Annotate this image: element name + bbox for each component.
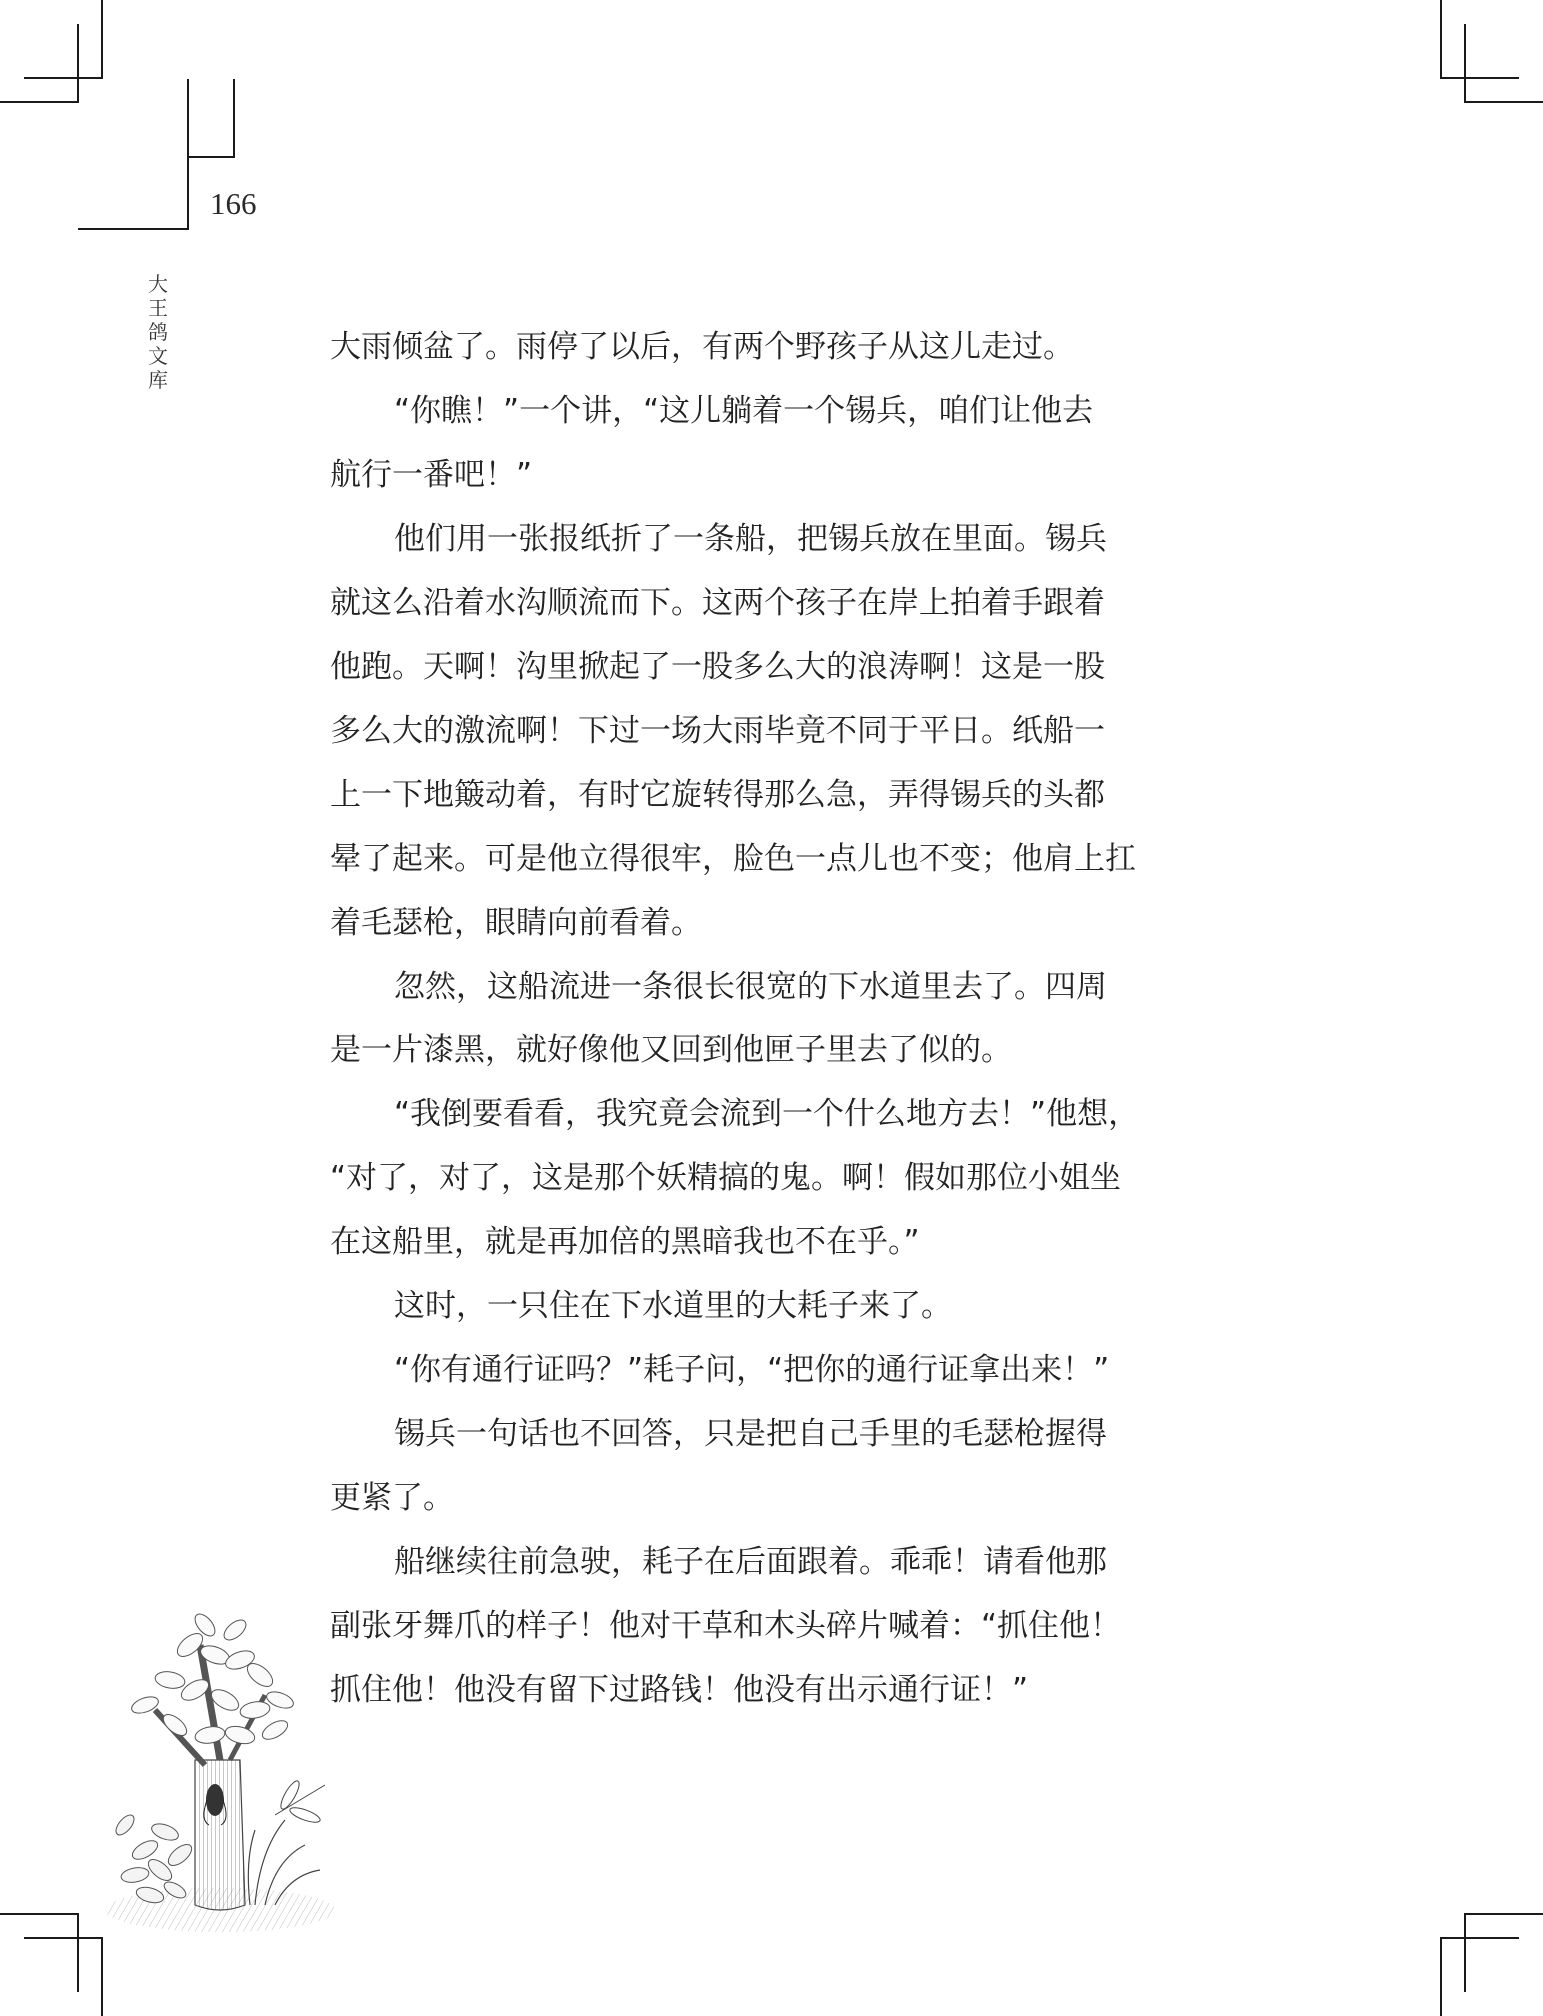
text-line: 副张牙舞爪的样子！他对干草和木头碎片喊着：“抓住他！ [330,1608,1122,1644]
text-line: 上一下地簸动着，有时它旋转得那么急，弄得锡兵的头都 [330,776,1105,813]
tree-illustration-icon [95,1600,345,1940]
crop-mark [1464,101,1543,103]
text-line: 这时，一只住在下水道里的大耗子来了。 [394,1288,952,1325]
text-line: 是一片漆黑，就好像他又回到他匣子里去了似的。 [330,1032,1012,1069]
series-title-char: 库 [148,368,168,392]
text-line: “你有通行证吗？”耗子问，“把你的通行证拿出来！” [394,1352,1110,1389]
text-line: 大雨倾盆了。雨停了以后，有两个野孩子从这儿走过。 [330,329,1074,365]
crop-mark [1464,1913,1543,1915]
text-line: 多么大的激流啊！下过一场大雨毕竟不同于平日。纸船一 [330,712,1105,749]
text-line: 晕了起来。可是他立得很牢，脸色一点儿也不变；他肩上扛 [330,840,1136,877]
text-line: 在这船里，就是再加倍的黑暗我也不在乎。” [330,1224,920,1261]
crop-mark [24,77,103,79]
header-rule [233,79,235,158]
header-rule [187,79,189,230]
series-title-char: 大 [148,272,168,296]
crop-mark [1440,0,1442,79]
tree-illustration [95,1600,345,1940]
header-rule [78,228,189,230]
crop-mark [1440,1937,1442,2016]
text-line: 他们用一张报纸折了一条船，把锡兵放在里面。锡兵 [394,520,1107,557]
text-line: 着毛瑟枪，眼睛向前看着。 [330,904,702,941]
header-rule [188,156,235,158]
text-line: 忽然，这船流进一条很长很宽的下水道里去了。四周 [394,968,1107,1005]
crop-mark [24,1937,103,1939]
page-number: 166 [210,186,257,221]
text-line: “对了，对了，这是那个妖精搞的鬼。啊！假如那位小姐坐 [330,1160,1122,1197]
text-line: 航行一番吧！” [330,456,533,493]
crop-mark [77,1913,79,1992]
text-line: 船继续往前急驶，耗子在后面跟着。乖乖！请看他那 [394,1544,1107,1581]
text-line: 他跑。天啊！沟里掀起了一股多么大的浪涛啊！这是一股 [330,648,1105,685]
text-line: “你瞧！”一个讲，“这儿躺着一个锡兵，咱们让他去 [394,392,1094,429]
text-line: 更紧了。 [330,1480,454,1517]
series-title-char: 鸽 [148,320,168,344]
text-line: “我倒要看看，我究竟会流到一个什么地方去！”他想， [394,1096,1140,1133]
text-line: 抓住他！他没有留下过路钱！他没有出示通行证！” [330,1671,1029,1708]
series-title-char: 王 [148,296,168,320]
crop-mark [77,24,79,103]
crop-mark [101,1937,103,2016]
text-line: 锡兵一句话也不回答，只是把自己手里的毛瑟枪握得 [394,1416,1107,1453]
crop-mark [0,1913,79,1915]
crop-mark [1464,1913,1466,1992]
crop-mark [1440,77,1519,79]
series-title-char: 文 [148,344,168,368]
crop-mark [0,101,79,103]
crop-mark [101,0,103,79]
crop-mark [1464,24,1466,103]
text-line: 就这么沿着水沟顺流而下。这两个孩子在岸上拍着手跟着 [330,584,1105,621]
series-title [146,272,170,392]
crop-mark [1440,1937,1519,1939]
